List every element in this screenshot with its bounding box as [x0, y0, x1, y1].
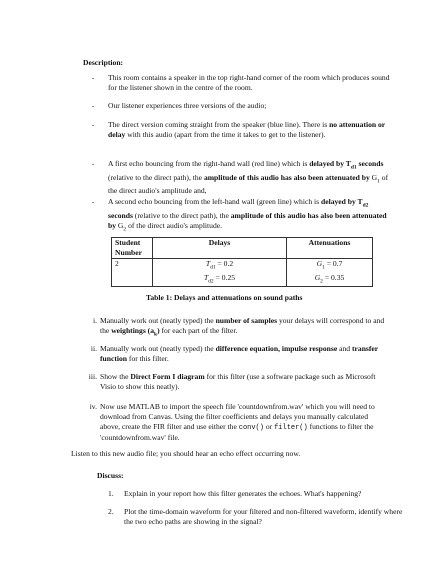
- bold-run: d2: [362, 202, 369, 209]
- table-header-student: Student Number: [112, 238, 153, 259]
- delay-2-symbol: T: [203, 272, 209, 282]
- bullet-marker: -: [92, 121, 95, 129]
- bold-run: amplitude of this audio has also been attenuated by: [203, 172, 370, 182]
- task-number: ii.: [90, 344, 97, 353]
- text-run: Our listener experiences three versions of the audio;: [108, 101, 267, 110]
- bullet-1-text: [108, 73, 394, 93]
- table-header-delays: Delays: [153, 238, 287, 259]
- att-2-subscript: 2: [320, 278, 323, 285]
- bullet-marker: -: [92, 198, 95, 206]
- text-run: Manually work out (neatly typed) the: [100, 344, 216, 353]
- discuss-item-1: Explain in your report how this filter generates the echoes. What's happening?: [124, 489, 362, 498]
- text-run: and: [337, 344, 352, 353]
- att-2-value: = 0.35: [322, 272, 345, 282]
- att-1-symbol: G: [316, 259, 323, 268]
- text-run: functions to filter the 'countdownfrom.wav' file.: [100, 422, 374, 442]
- text-run: for this filter.: [127, 354, 169, 363]
- discuss-heading: Discuss:: [97, 471, 124, 480]
- text-run: (relative to the direct path), the: [108, 172, 204, 182]
- bold-run: amplitude of this audio has also been attenuated by: [108, 210, 387, 230]
- description-heading: Description:: [83, 58, 124, 67]
- bold-run: seconds: [356, 159, 384, 168]
- delay-1-value: = 0.2: [215, 259, 234, 268]
- bullet-marker: -: [92, 102, 95, 110]
- text-run: 2: [123, 226, 127, 233]
- bold-run: delayed by T: [320, 197, 363, 206]
- delay-2-value: = 0.25: [213, 272, 236, 282]
- table-cell-student: 2: [112, 259, 153, 287]
- discuss-number: 1.: [108, 489, 114, 498]
- table-caption: Table 1: Delays and attenuations on sound paths: [146, 293, 303, 302]
- text-run: A first echo bouncing from the right-hand wall (red line) which is: [108, 159, 310, 168]
- task-iii-text: [100, 372, 390, 392]
- bold-run: number of samples: [215, 316, 278, 325]
- task-number: i.: [92, 316, 97, 325]
- text-run: Now use MATLAB to import the speech file 'countdownfrom.wav' which you will need to download from Canvas. Using the filter coefficients and delays you manually calculated above, create the FIR filter and use either the: [100, 402, 375, 431]
- text-run: 1: [377, 178, 380, 185]
- task-number: iii.: [88, 372, 97, 381]
- delay-1-subscript: d1: [210, 264, 216, 271]
- discuss-item-2: Plot the time-domain waveform for your filtered and non-filtered waveform, identify where the two echo paths are showing in the signal?: [124, 507, 403, 526]
- text-run: Show the: [100, 372, 131, 381]
- text-run: for each part of the filter.: [159, 326, 238, 335]
- text-run: Manually work out (neatly typed) the: [100, 316, 216, 325]
- bold-run: ): [157, 326, 160, 335]
- bullet-3-text: [108, 120, 394, 140]
- bold-run: k: [154, 331, 158, 338]
- listen-text: Listen to this new audio file; you should hear an echo effect occurring now.: [71, 449, 301, 458]
- delay-2-subscript: d2: [208, 278, 214, 285]
- bold-run: delayed by T: [309, 159, 351, 168]
- task-number: iv.: [89, 402, 97, 411]
- bullet-5-text: [108, 197, 394, 234]
- text-run: G: [116, 220, 124, 230]
- bold-run: no attenuation or delay: [108, 120, 386, 139]
- task-i-text: [100, 316, 385, 340]
- bold-run: Direct Form I diagram: [130, 372, 205, 381]
- text-run: A second echo bouncing from the left-hand wall (green line) which is: [108, 197, 321, 206]
- table-cell-attenuations: [287, 259, 373, 287]
- discuss-number: 2.: [108, 507, 114, 516]
- bullet-marker: -: [92, 160, 95, 168]
- text-run: This room contains a speaker in the top right-hand corner of the room which produces sound for the listener shown in the centre of the room.: [108, 73, 390, 92]
- text-run: for this filter (use a software package such as Microsoft Visio to show this neatly).: [100, 372, 376, 391]
- task-iv-text: [100, 402, 390, 443]
- code-run: filter(): [274, 424, 308, 432]
- code-run: conv(): [238, 424, 264, 432]
- bullet-4-text: [108, 159, 394, 196]
- bullet-marker: -: [92, 74, 95, 82]
- bold-run: transfer function: [100, 344, 379, 363]
- bold-run: difference equation, impulse response: [215, 344, 338, 353]
- att-1-value: = 0.7: [324, 259, 343, 268]
- delay-1-symbol: T: [205, 259, 211, 268]
- text-run: or: [263, 422, 275, 431]
- text-run: G: [369, 172, 378, 182]
- table-cell-delays: [153, 259, 287, 287]
- bold-run: d1: [350, 164, 357, 171]
- text-run: of the direct audio's amplitude.: [126, 220, 223, 230]
- att-1-subscript: 1: [322, 264, 325, 271]
- att-2-symbol: G: [314, 272, 321, 282]
- bold-run: weightings (a: [111, 326, 155, 335]
- text-run: your delays will correspond to and the: [100, 316, 385, 335]
- text-run: of the direct audio's amplitude and,: [108, 172, 389, 196]
- text-run: with this audio (apart from the time it takes to get to the listener).: [125, 130, 326, 139]
- bullet-2-text: [108, 101, 394, 111]
- text-run: (relative to the direct path), the: [132, 210, 231, 220]
- delays-table: [111, 237, 373, 287]
- table-header-attenuations: Attenuations: [287, 238, 373, 259]
- task-ii-text: [100, 344, 400, 364]
- bold-run: seconds: [108, 210, 133, 220]
- text-run: The direct version coming straight from the speaker (blue line). There is: [108, 120, 330, 129]
